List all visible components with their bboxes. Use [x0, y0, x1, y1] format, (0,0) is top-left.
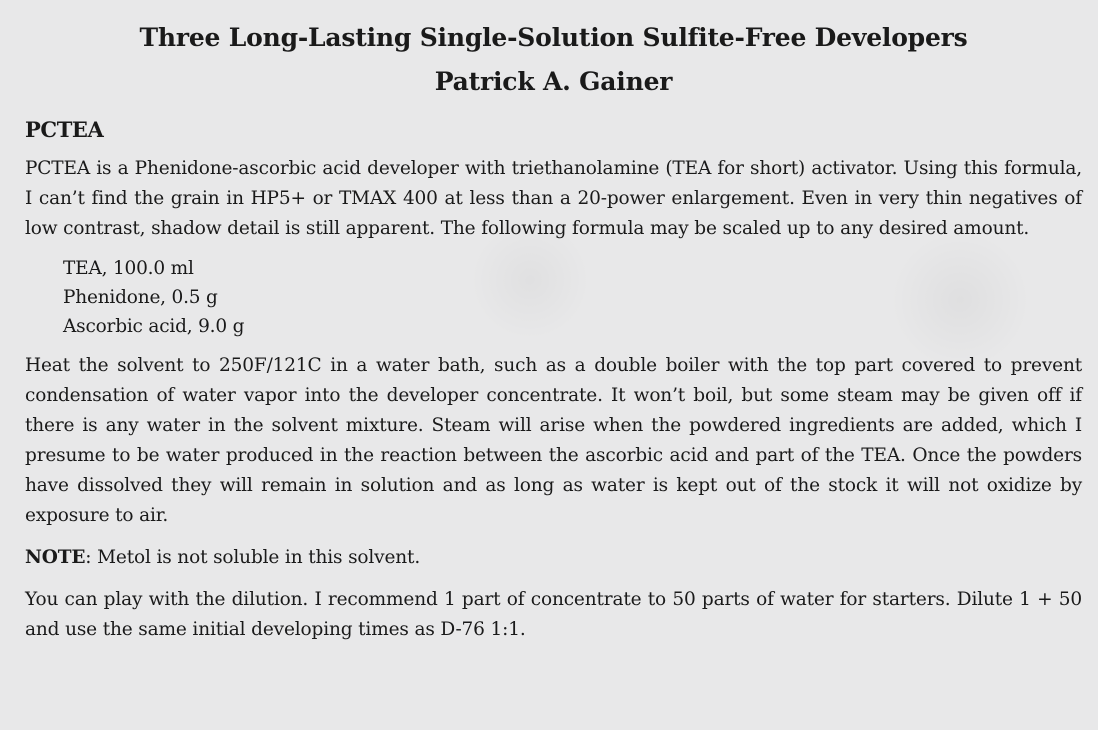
- dilution-paragraph: You can play with the dilution. I recommend 1 part of concentrate to 50 parts of water for starters. Dilute 1 + 50 and use the same initial developing times as D-76 1:1.: [25, 589, 1082, 640]
- note-label: NOTE: [25, 547, 86, 568]
- formula-item-tea: TEA, 100.0 ml: [63, 258, 194, 279]
- formula-item-ascorbic-acid: Ascorbic acid, 9.0 g: [63, 316, 245, 337]
- intro-paragraph: PCTEA is a Phenidone-ascorbic acid developer with triethanolamine (TEA for short) activator. Using this formula, I can’t find the grain in HP5+ or TMAX 400 at less than a 20-power enlargement. Even in very thin negatives of low contrast, shadow detail is still apparent. The following formula may be scaled up to any desired amount.: [25, 158, 1082, 239]
- section-heading: PCTEA: [25, 117, 104, 142]
- article-author: Patrick A. Gainer: [434, 67, 673, 96]
- formula-list: [63, 254, 1082, 341]
- article-title: Three Long-Lasting Single-Solution Sulfite-Free Developers: [139, 23, 968, 52]
- formula-item-phenidone: Phenidone, 0.5 g: [63, 287, 218, 308]
- note-paragraph: [25, 543, 1082, 573]
- heating-paragraph: Heat the solvent to 250F/121C in a water bath, such as a double boiler with the top part covered to prevent condensation of water vapor into the developer concentrate. It won’t boil, but some steam may be given off if there is any water in the solvent mixture. Steam will arise when the powdered ingredients are added, which I presume to be water produced in the reaction between the ascorbic acid and part of the TEA. Once the powders have dissolved they will remain in solution and as long as water is kept out of the stock it will not oxidize by exposure to air.: [25, 355, 1082, 526]
- note-text: : Metol is not soluble in this solvent.: [85, 547, 421, 568]
